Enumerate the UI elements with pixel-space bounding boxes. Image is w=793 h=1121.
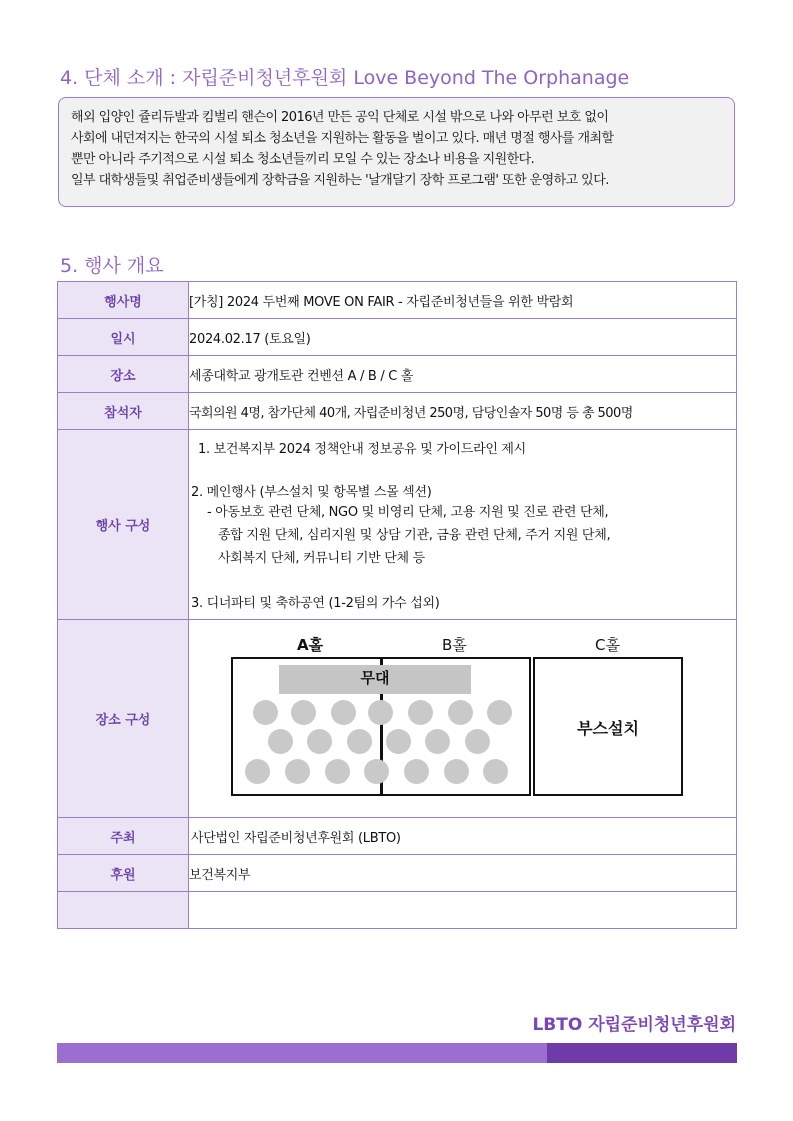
seat-circle xyxy=(408,700,433,725)
row-label: 후원 xyxy=(58,855,189,892)
table-row-program xyxy=(58,430,737,620)
intro-line: 일부 대학생들및 취업준비생들에게 장학금을 지원하는 '날개달기 장학 프로그램' 또한 운영하고 있다. xyxy=(71,173,609,188)
seat-circle xyxy=(364,759,389,784)
program-subitem: - 아동보호 관련 단체, NGO 및 비영리 단체, 고용 지원 및 진로 관련 단체, xyxy=(207,505,609,520)
row-value xyxy=(189,892,737,929)
row-label: 일시 xyxy=(58,319,189,356)
seat-circle xyxy=(291,700,316,725)
row-label: 행사명 xyxy=(58,282,189,319)
hall-a-label: A홀 xyxy=(297,636,324,654)
seat-circle xyxy=(425,729,450,754)
row-value: 2024.02.17 (토요일) xyxy=(189,319,737,356)
section4-title: 4. 단체 소개 : 자립준비청년후원회 Love Beyond The Orphanage xyxy=(60,67,630,89)
row-label: 장소 xyxy=(58,356,189,393)
seat-circle xyxy=(404,759,429,784)
row-label: 참석자 xyxy=(58,393,189,430)
seat-circle xyxy=(368,700,393,725)
program-item-2: 2. 메인행사 (부스설치 및 항목별 스몰 섹션) xyxy=(191,485,432,500)
seat-circle xyxy=(386,729,411,754)
program-subitem: 사회복지 단체, 커뮤니티 기반 단체 등 xyxy=(218,551,425,566)
table-row-venue xyxy=(58,620,737,818)
footer-bar-dark xyxy=(547,1043,737,1063)
hall-c-label: C홀 xyxy=(595,636,620,654)
organization-intro-box xyxy=(58,97,735,207)
program-item-1: 1. 보건복지부 2024 정책안내 정보공유 및 가이드라인 제시 xyxy=(198,442,526,457)
program-item-3: 3. 디너파티 및 축하공연 (1-2팀의 가수 섭외) xyxy=(191,596,440,611)
venue-layout-cell xyxy=(189,620,737,818)
event-overview-table xyxy=(57,281,737,929)
seat-circle xyxy=(465,729,490,754)
row-label: 장소 구성 xyxy=(58,620,189,818)
footer-brand: LBTO 자립준비청년후원회 xyxy=(532,1015,736,1035)
table-row xyxy=(58,855,737,892)
row-label: 행사 구성 xyxy=(58,430,189,620)
hall-c-booth-area: 부스설치 xyxy=(533,657,683,796)
table-row xyxy=(58,356,737,393)
row-value: [가칭] 2024 두번째 MOVE ON FAIR - 자립준비청년들을 위한 박람회 xyxy=(189,282,737,319)
row-value: 사단법인 자립준비청년후원회 (LBTO) xyxy=(189,818,737,855)
seat-circle xyxy=(444,759,469,784)
seat-circle xyxy=(448,700,473,725)
table-row xyxy=(58,319,737,356)
seat-circle xyxy=(487,700,512,725)
row-label: 주최 xyxy=(58,818,189,855)
row-label xyxy=(58,892,189,929)
table-row xyxy=(58,818,737,855)
seat-circle xyxy=(483,759,508,784)
intro-line: 뿐만 아니라 주기적으로 시설 퇴소 청소년들끼리 모일 수 있는 장소나 비용을 지원한다. xyxy=(71,152,535,167)
seat-circle xyxy=(347,729,372,754)
program-subitem: 종합 지원 단체, 심리지원 및 상담 기관, 금융 관련 단체, 주거 지원 단체, xyxy=(218,528,611,543)
venue-floor-plan xyxy=(189,620,736,816)
row-value: 세종대학교 광개토관 컨벤션 A / B / C 홀 xyxy=(189,356,737,393)
seat-circle xyxy=(307,729,332,754)
row-value: 국회의원 4명, 참가단체 40개, 자립준비청년 250명, 담당인솔자 50명 등 총 500명 xyxy=(189,393,737,430)
stage: 무대 xyxy=(279,665,471,694)
seat-circle xyxy=(331,700,356,725)
row-value: 보건복지부 xyxy=(189,855,737,892)
program-cell xyxy=(189,430,737,620)
section5-title: 5. 행사 개요 xyxy=(60,255,164,277)
table-row-empty xyxy=(58,892,737,929)
intro-line: 사회에 내던져지는 한국의 시설 퇴소 청소년을 지원하는 활동을 벌이고 있다. 매년 명절 행사를 개최할 xyxy=(71,131,614,146)
hall-b-label: B홀 xyxy=(442,636,467,654)
seat-circle xyxy=(285,759,310,784)
footer-bar-light xyxy=(57,1043,547,1063)
intro-line: 해외 입양인 쥴리듀발과 킴벌리 핸슨이 2016년 만든 공익 단체로 시설 밖으로 나와 아무런 보호 없이 xyxy=(71,110,609,125)
seat-circle xyxy=(268,729,293,754)
table-row xyxy=(58,393,737,430)
seat-circle xyxy=(253,700,278,725)
seat-circle xyxy=(325,759,350,784)
table-row xyxy=(58,282,737,319)
seat-circle xyxy=(245,759,270,784)
